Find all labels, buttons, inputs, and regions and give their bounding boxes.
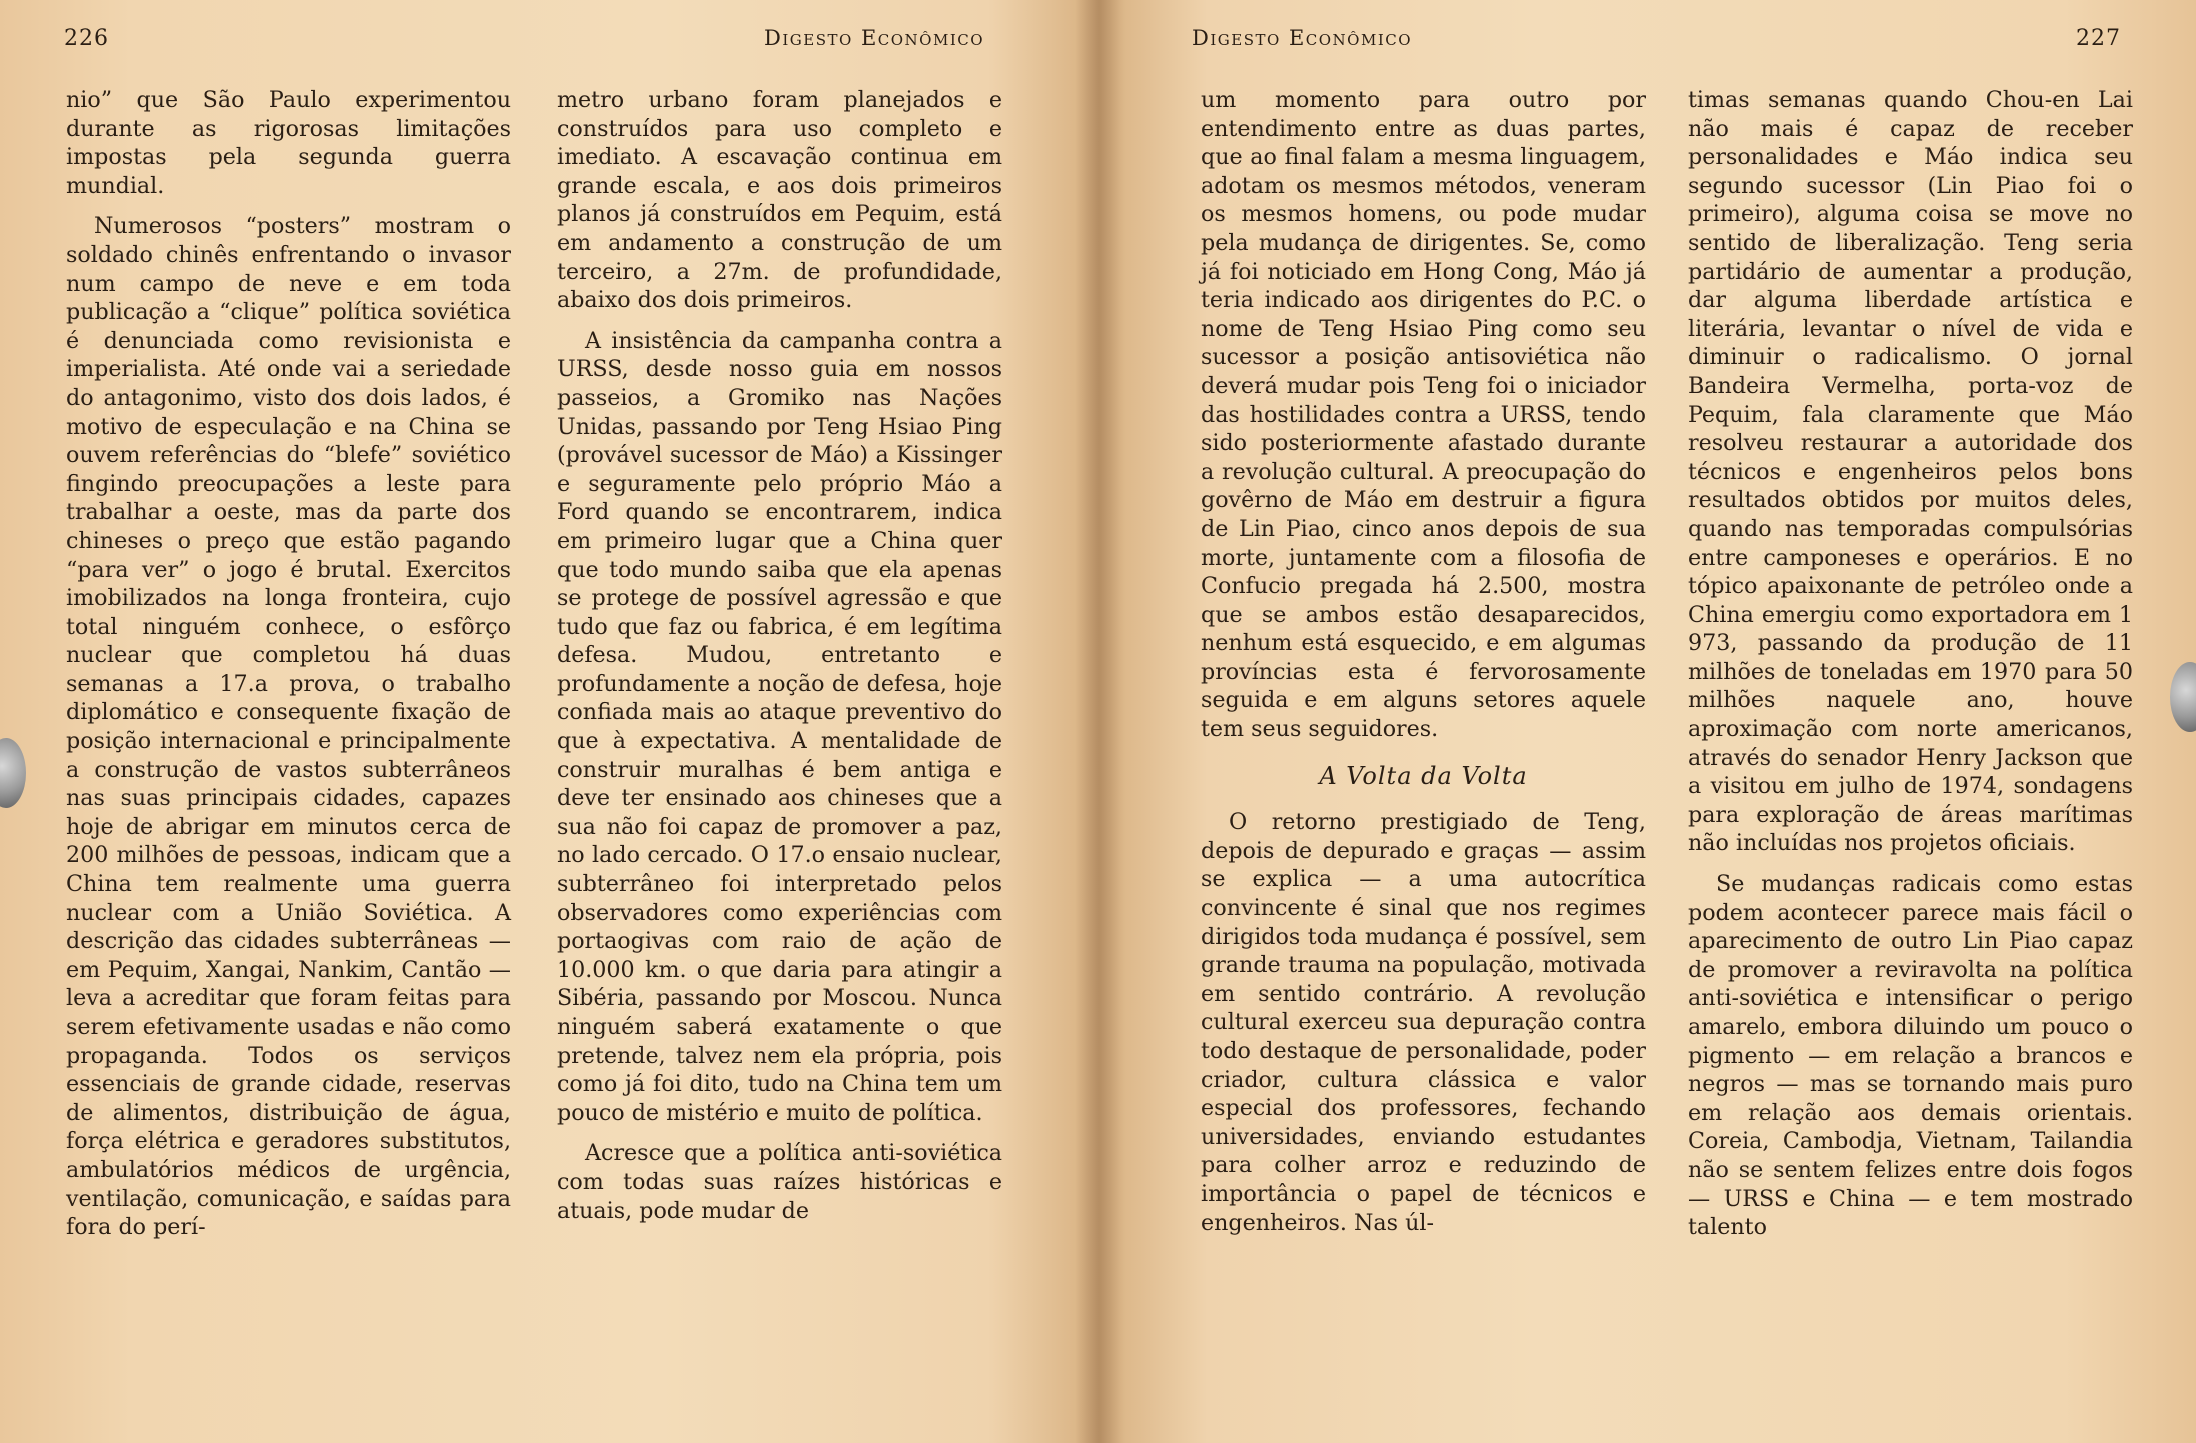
paragraph: timas semanas quando Chou-en Lai não mais é capaz de receber personalidades e Máo indica seu segundo sucessor (Lin Piao foi o primeiro), alguma coisa se move no sentido de liberalização. Teng seria partidário de aumentar a produção, dar alguma liberdade artística e literária, levantar o nível de vida e diminuir o radicalismo. O jornal Bandeira Vermelha, porta-voz de Pequim, fala claramente que Máo resolveu restaurar a autoridade dos técnicos e engenheiros pelos bons resultados obtidos por muitos deles, quando nas temporadas compulsórias entre camponeses e operários. E no tópico apaixonante de petróleo onde a China emergiu como exportadora em 1 973, passando da produção de 11 milhões de toneladas em 1970 para 50 milhões naquele ano, houve aproximação com norte americanos, através do senador Henry Jackson que a visitou em julho de 1974, sondagens para exploração de áreas marítimas não incluídas nos projetos oficiais. xyxy=(1688,87,2133,857)
right-page xyxy=(1098,0,2196,1443)
paragraph: Se mudanças radicais como estas podem acontecer parece mais fácil o aparecimento de outro Lin Piao capaz de promover a reviravolta na política anti-soviética e intensificar o perigo amarelo, embora diluindo um pouco o pigmento — em relação a brancos e negros — mas se tornando mais puro em relação aos demais orientais. Coreia, Cambodja, Vietnam, Tailandia não se sentem felizes entre dois fogos — URSS e China — e tem mostrado talento xyxy=(1688,871,2133,1241)
paragraph: nio” que São Paulo experimentou durante as rigorosas limitações impostas pela segunda guerra mundial. xyxy=(66,87,511,199)
paragraph: Numerosos “posters” mostram o soldado chinês enfrentando o invasor num campo de neve e em toda publicação a “clique” política soviética é denunciada como revisionista e imperialista. Até onde vai a seriedade do antagonimo, visto dos dois lados, é motivo de especulação e na China se ouvem referências do “blefe” soviético fingindo preocupações a leste para trabalhar a oeste, mas da parte dos chineses o preço que estão pagando “para ver” o jogo é brutal. Exercitos imobilizados na longa fronteira, cujo total ninguém conhece, o esfôrço nuclear que completou há duas semanas a 17.a prova, o trabalho diplomático e consequente fixação de posição internacional e principalmente a construção de vastos subterrâneos nas suas principais cidades, capazes hoje de abrigar em minutos cerca de 200 milhões de pessoas, indicam que a China tem realmente uma guerra nuclear com a União Soviética. A descrição das cidades subterrâneas — em Pequim, Xangai, Nankim, Cantão — leva a acreditar que foram feitas para serem efetivamente usadas e não como propaganda. Todos os serviços essenciais de grande cidade, reservas de alimentos, distribuição de água, força elétrica e geradores substitutos, ambulatórios médicos de urgência, ventilação, comunicação, e saídas para fora do perí- xyxy=(66,213,511,1241)
paragraph: metro urbano foram planejados e construídos para uso completo e imediato. A escavação continua em grande escala, e aos dois primeiros planos já construídos em Pequim, está em andamento a construção de um terceiro, a 27m. de profundidade, abaixo dos dois primeiros. xyxy=(557,87,1002,314)
right-page-column-1 xyxy=(1201,86,1646,1249)
left-page-column-1 xyxy=(66,86,511,1254)
paragraph: Acresce que a política anti-soviética com todas suas raízes históricas e atuais, pode mudar de xyxy=(557,1140,1002,1224)
right-page-column-2 xyxy=(1688,86,2133,1254)
paragraph: O retorno prestigiado de Teng, depois de depurado e graças — assim se explica — a uma autocrítica convincente é sinal que nos regimes dirigidos toda mudança é possível, sem grande trauma na população, motivada em sentido contrário. A revolução cultural exerceu sua depuração contra todo destaque de personalidade, poder criador, cultura clássica e valor especial dos professores, fechando universidades, enviando estudantes para colher arroz e reduzindo de importância o papel de técnicos e engenheiros. Nas úl- xyxy=(1201,809,1646,1236)
section-heading: A Volta da Volta xyxy=(1319,761,1528,790)
left-page-column-2 xyxy=(557,86,1002,1237)
paragraph: A insistência da campanha contra a URSS, desde nosso guia em nossos passeios, a Gromiko nas Nações Unidas, passando por Teng Hsiao Ping (provável sucessor de Máo) a Kissinger e seguramente pelo próprio Máo a Ford quando se encontrarem, indica em primeiro lugar que a China quer que todo mundo saiba que ela apenas se protege de possível agressão e que tudo que faz ou fabrica, é em legítima defesa. Mudou, entretanto e profundamente a noção de defesa, hoje confiada mais ao ataque preventivo do que à expectativa. A mentalidade de construir muralhas é bem antiga e deve ter ensinado aos chineses que a sua não foi capaz de promover a paz, no lado cercado. O 17.o ensaio nuclear, subterrâneo foi interpretado pelos observadores como experiências com portaogivas com raio de ação de 10.000 km. o que daria para atingir a Sibéria, passando por Moscou. Nunca ninguém saberá exatamente o que pretende, talvez nem ela própria, pois como já foi dito, tudo na China tem um pouco de mistério e muito de política. xyxy=(557,327,1002,1126)
page-number: 226 xyxy=(64,26,109,51)
running-head: Digesto Econômico xyxy=(1192,26,1413,50)
running-head: Digesto Econômico xyxy=(764,26,985,50)
paragraph: um momento para outro por entendimento entre as duas partes, que ao final falam a mesma linguagem, adotam os mesmos métodos, veneram os mesmos homens, ou pode mudar pela mudança de dirigentes. Se, como já foi noticiado em Hong Cong, Máo já teria indicado aos dirigentes do P.C. o nome de Teng Hsiao Ping como seu sucessor a posição antisoviética não deverá mudar pois Teng foi o iniciador das hostilidades contra a URSS, tendo sido posteriormente afastado durante a revolução cultural. A preocupação do govêrno de Máo em destruir a figura de Lin Piao, cinco anos depois de sua morte, juntamente com a filosofia de Confucio pregada há 2.500, mostra que se ambos estão desaparecidos, nenhum está esquecido, e em algumas províncias esta é fervorosamente seguida e em alguns setores aquele tem seus seguidores. xyxy=(1201,87,1646,743)
page-number: 227 xyxy=(2076,26,2121,51)
